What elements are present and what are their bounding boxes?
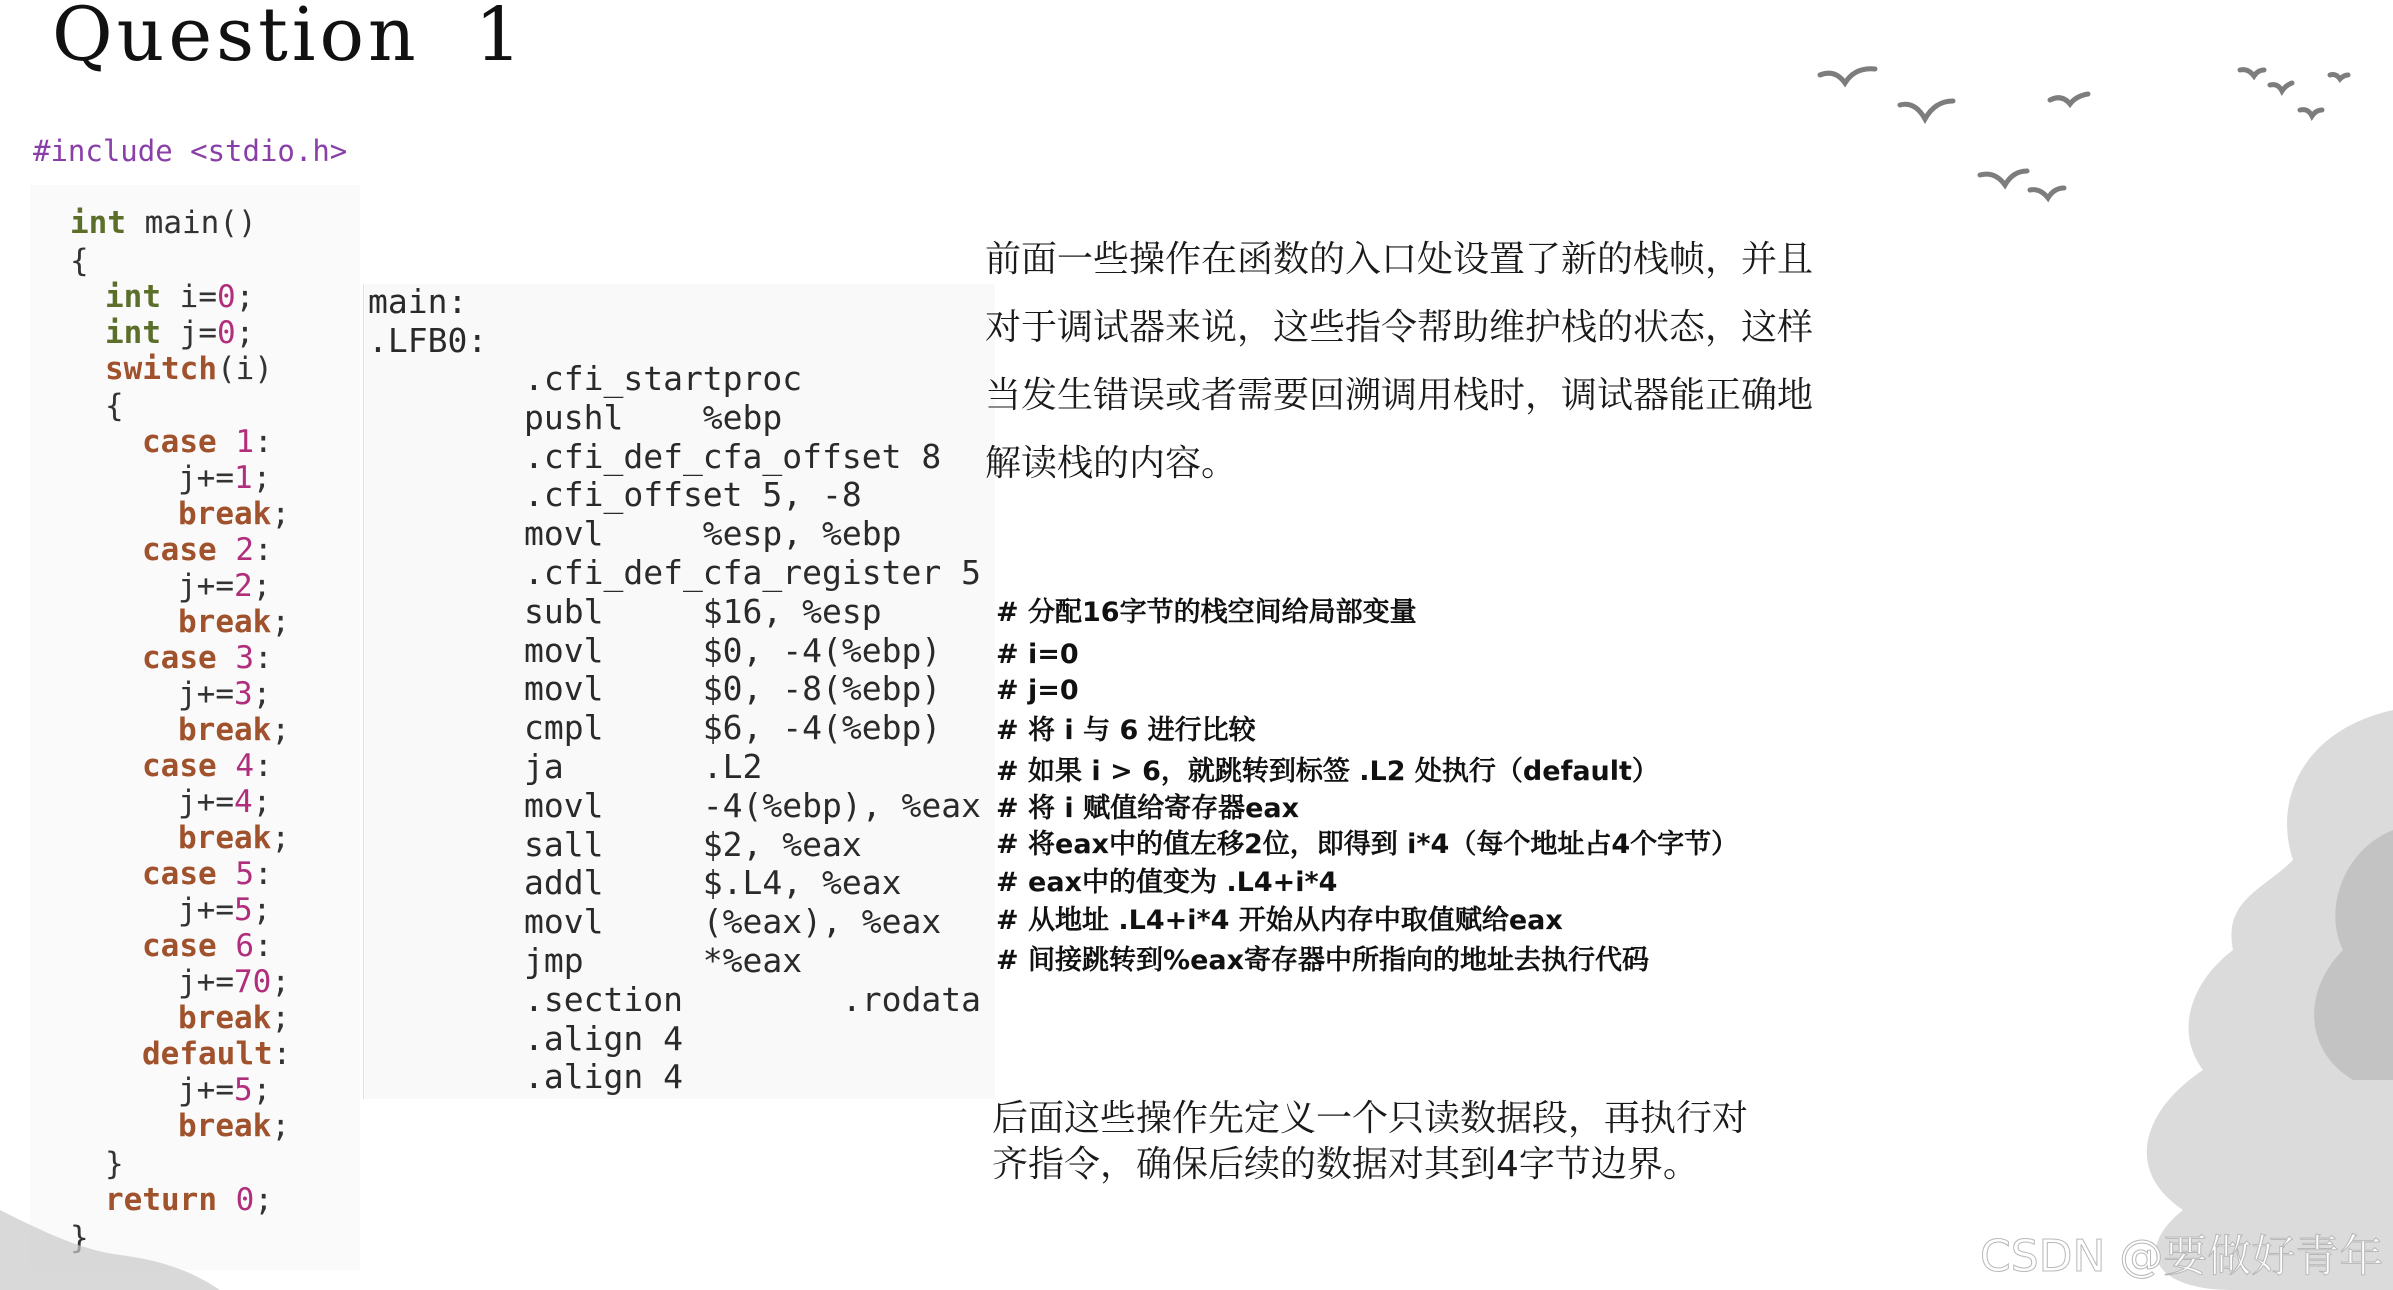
asm-instruction: .cfi_offset 5, -8 xyxy=(524,475,862,515)
asm-comment: # 间接跳转到%eax寄存器中所指向的地址去执行代码 xyxy=(996,945,1650,976)
asm-instruction: .cfi_def_cfa_register 5 xyxy=(524,553,981,592)
c-code-line: case 6: xyxy=(142,928,273,964)
c-code-line: } xyxy=(70,1220,89,1256)
c-code-line: break; xyxy=(178,712,290,748)
c-code-line: } xyxy=(105,1146,124,1182)
c-code-line: case 4: xyxy=(142,748,273,784)
slide-title: Question 1 xyxy=(52,0,526,78)
asm-instruction: .cfi_startproc xyxy=(524,359,803,398)
c-code-line: j+=70; xyxy=(178,964,290,1000)
ink-wash-left-decoration xyxy=(0,1180,220,1290)
ink-wash-decoration xyxy=(1973,650,2393,1290)
asm-instruction: movl (%eax), %eax xyxy=(524,902,942,942)
explanation-top xyxy=(985,226,1813,498)
c-code-line: case 2: xyxy=(142,532,273,568)
c-code-line: j+=2; xyxy=(178,568,272,604)
asm-divider xyxy=(363,284,364,1099)
asm-comment: # j=0 xyxy=(996,675,1079,706)
asm-comment: # 将 i 与 6 进行比较 xyxy=(996,715,1256,746)
asm-instruction: movl -4(%ebp), %eax xyxy=(524,785,981,825)
asm-comment: # 分配16字节的栈空间给局部变量 xyxy=(996,597,1417,628)
c-code-line: break; xyxy=(178,604,290,640)
c-code-line: break; xyxy=(178,496,290,532)
asm-instruction: .section .rodata xyxy=(524,979,981,1019)
asm-instruction: ja .L2 xyxy=(524,747,763,786)
c-code-line: j+=4; xyxy=(178,784,272,820)
asm-label-main: main: xyxy=(368,282,468,321)
c-code-line: j+=1; xyxy=(178,460,272,496)
asm-instruction: jmp *%eax xyxy=(524,941,803,980)
asm-comment: # 将eax中的值左移2位，即得到 i*4（每个地址占4个字节） xyxy=(996,829,1739,860)
asm-instruction: addl $.L4, %eax xyxy=(524,863,902,903)
asm-comment: # 如果 i > 6，就跳转到标签 .L2 处执行（default） xyxy=(996,756,1659,787)
explanation-top-line: 前面一些操作在函数的入口处设置了新的栈帧，并且 xyxy=(985,239,1814,280)
explanation-top-line: 对于调试器来说，这些指令帮助维护栈的状态，这样 xyxy=(985,307,1814,348)
explanation-top-line: 当发生错误或者需要回溯调用栈时，调试器能正确地 xyxy=(985,375,1814,416)
c-code-line: case 5: xyxy=(142,856,273,892)
asm-instruction: pushl %ebp xyxy=(524,397,783,437)
c-code-line: j+=5; xyxy=(178,1072,272,1108)
asm-instruction: movl $0, -8(%ebp) xyxy=(524,669,942,709)
c-code-line: { xyxy=(70,243,89,279)
c-code-line: default: xyxy=(142,1036,292,1072)
explanation-bottom-line: 齐指令，确保后续的数据对其到4字节边界。 xyxy=(992,1144,1699,1185)
asm-instruction: .cfi_def_cfa_offset 8 xyxy=(524,436,942,476)
asm-instruction: cmpl $6, -4(%ebp) xyxy=(524,708,942,748)
c-code-line: int main() xyxy=(70,205,257,241)
c-code-line: break; xyxy=(178,1108,290,1144)
asm-instruction: sall $2, %eax xyxy=(524,824,862,864)
asm-instruction: subl $16, %esp xyxy=(524,591,882,631)
asm-comment: # eax中的值变为 .L4+i*4 xyxy=(996,867,1338,898)
c-code-line: switch(i) xyxy=(105,351,273,387)
c-code-line: case 3: xyxy=(142,640,273,676)
asm-instruction: .align 4 xyxy=(524,1057,683,1097)
asm-comment: # 从地址 .L4+i*4 开始从内存中取值赋给eax xyxy=(996,905,1563,936)
asm-instruction: movl %esp, %ebp xyxy=(524,514,902,554)
explanation-bottom-line: 后面这些操作先定义一个只读数据段，再执行对 xyxy=(992,1098,1749,1139)
explanation-bottom xyxy=(992,1096,1748,1188)
c-code-line: int i=0; xyxy=(105,279,255,315)
asm-instruction: movl $0, -4(%ebp) xyxy=(524,630,942,670)
c-code-line: j+=5; xyxy=(178,892,272,928)
asm-label-lfb0: .LFB0: xyxy=(368,321,488,360)
c-code-line: { xyxy=(105,388,124,424)
c-code-line: int j=0; xyxy=(105,315,255,351)
c-code-line: case 1: xyxy=(142,424,273,460)
include-directive: #include <stdio.h> xyxy=(33,134,348,168)
csdn-watermark: CSDN @要做好青年 xyxy=(1980,1231,2384,1282)
birds-decoration xyxy=(1800,55,2360,215)
c-code-line: return 0; xyxy=(105,1182,273,1218)
c-code-line: j+=3; xyxy=(178,676,272,712)
c-code-line: break; xyxy=(178,820,290,856)
asm-instruction: .align 4 xyxy=(524,1018,683,1058)
asm-comment: # i=0 xyxy=(996,639,1079,670)
asm-comment: # 将 i 赋值给寄存器eax xyxy=(996,793,1300,824)
c-code-line: break; xyxy=(178,1000,290,1036)
explanation-top-line: 解读栈的内容。 xyxy=(985,443,1238,484)
